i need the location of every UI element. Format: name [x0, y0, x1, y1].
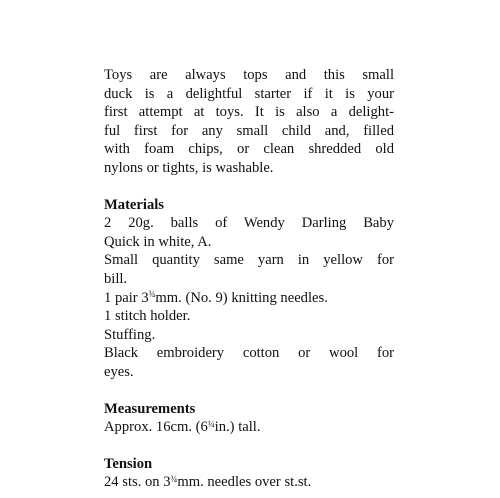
tension-text: 24 sts. on 3¾mm. needles over st.st.	[104, 474, 312, 491]
intro-line: duck is a delightful starter if it is your	[104, 85, 394, 102]
measurements-section	[104, 400, 394, 437]
pattern-text-column	[104, 66, 394, 492]
materials-heading: Materials	[104, 196, 164, 213]
measurements-heading: Measurements	[104, 400, 196, 417]
materials-line: 2 20g. balls of Wendy Darling Baby	[104, 215, 394, 232]
intro-paragraph	[104, 66, 394, 178]
materials-line: Quick in white, A.	[104, 233, 212, 250]
materials-line: 1 pair 3¾mm. (No. 9) knitting needles.	[104, 289, 328, 306]
intro-line: first attempt at toys. It is also a delight-	[104, 104, 394, 121]
materials-line: Black embroidery cotton or wool for	[104, 345, 394, 362]
materials-line: bill.	[104, 270, 128, 287]
tension-section	[104, 455, 394, 492]
materials-line: Stuffing.	[104, 326, 156, 343]
intro-line: ful first for any small child and, filled	[104, 122, 394, 139]
materials-line: Small quantity same yarn in yellow for	[104, 252, 394, 269]
measurements-text: Approx. 16cm. (6¼in.) tall.	[104, 419, 261, 436]
materials-section	[104, 196, 394, 382]
materials-line: 1 stitch holder.	[104, 308, 191, 325]
tension-heading: Tension	[104, 455, 153, 472]
materials-line: eyes.	[104, 363, 134, 380]
intro-line: Toys are always tops and this small	[104, 67, 394, 83]
intro-line: with foam chips, or clean shredded old	[104, 141, 394, 158]
intro-line: nylons or tights, is washable.	[104, 159, 274, 176]
